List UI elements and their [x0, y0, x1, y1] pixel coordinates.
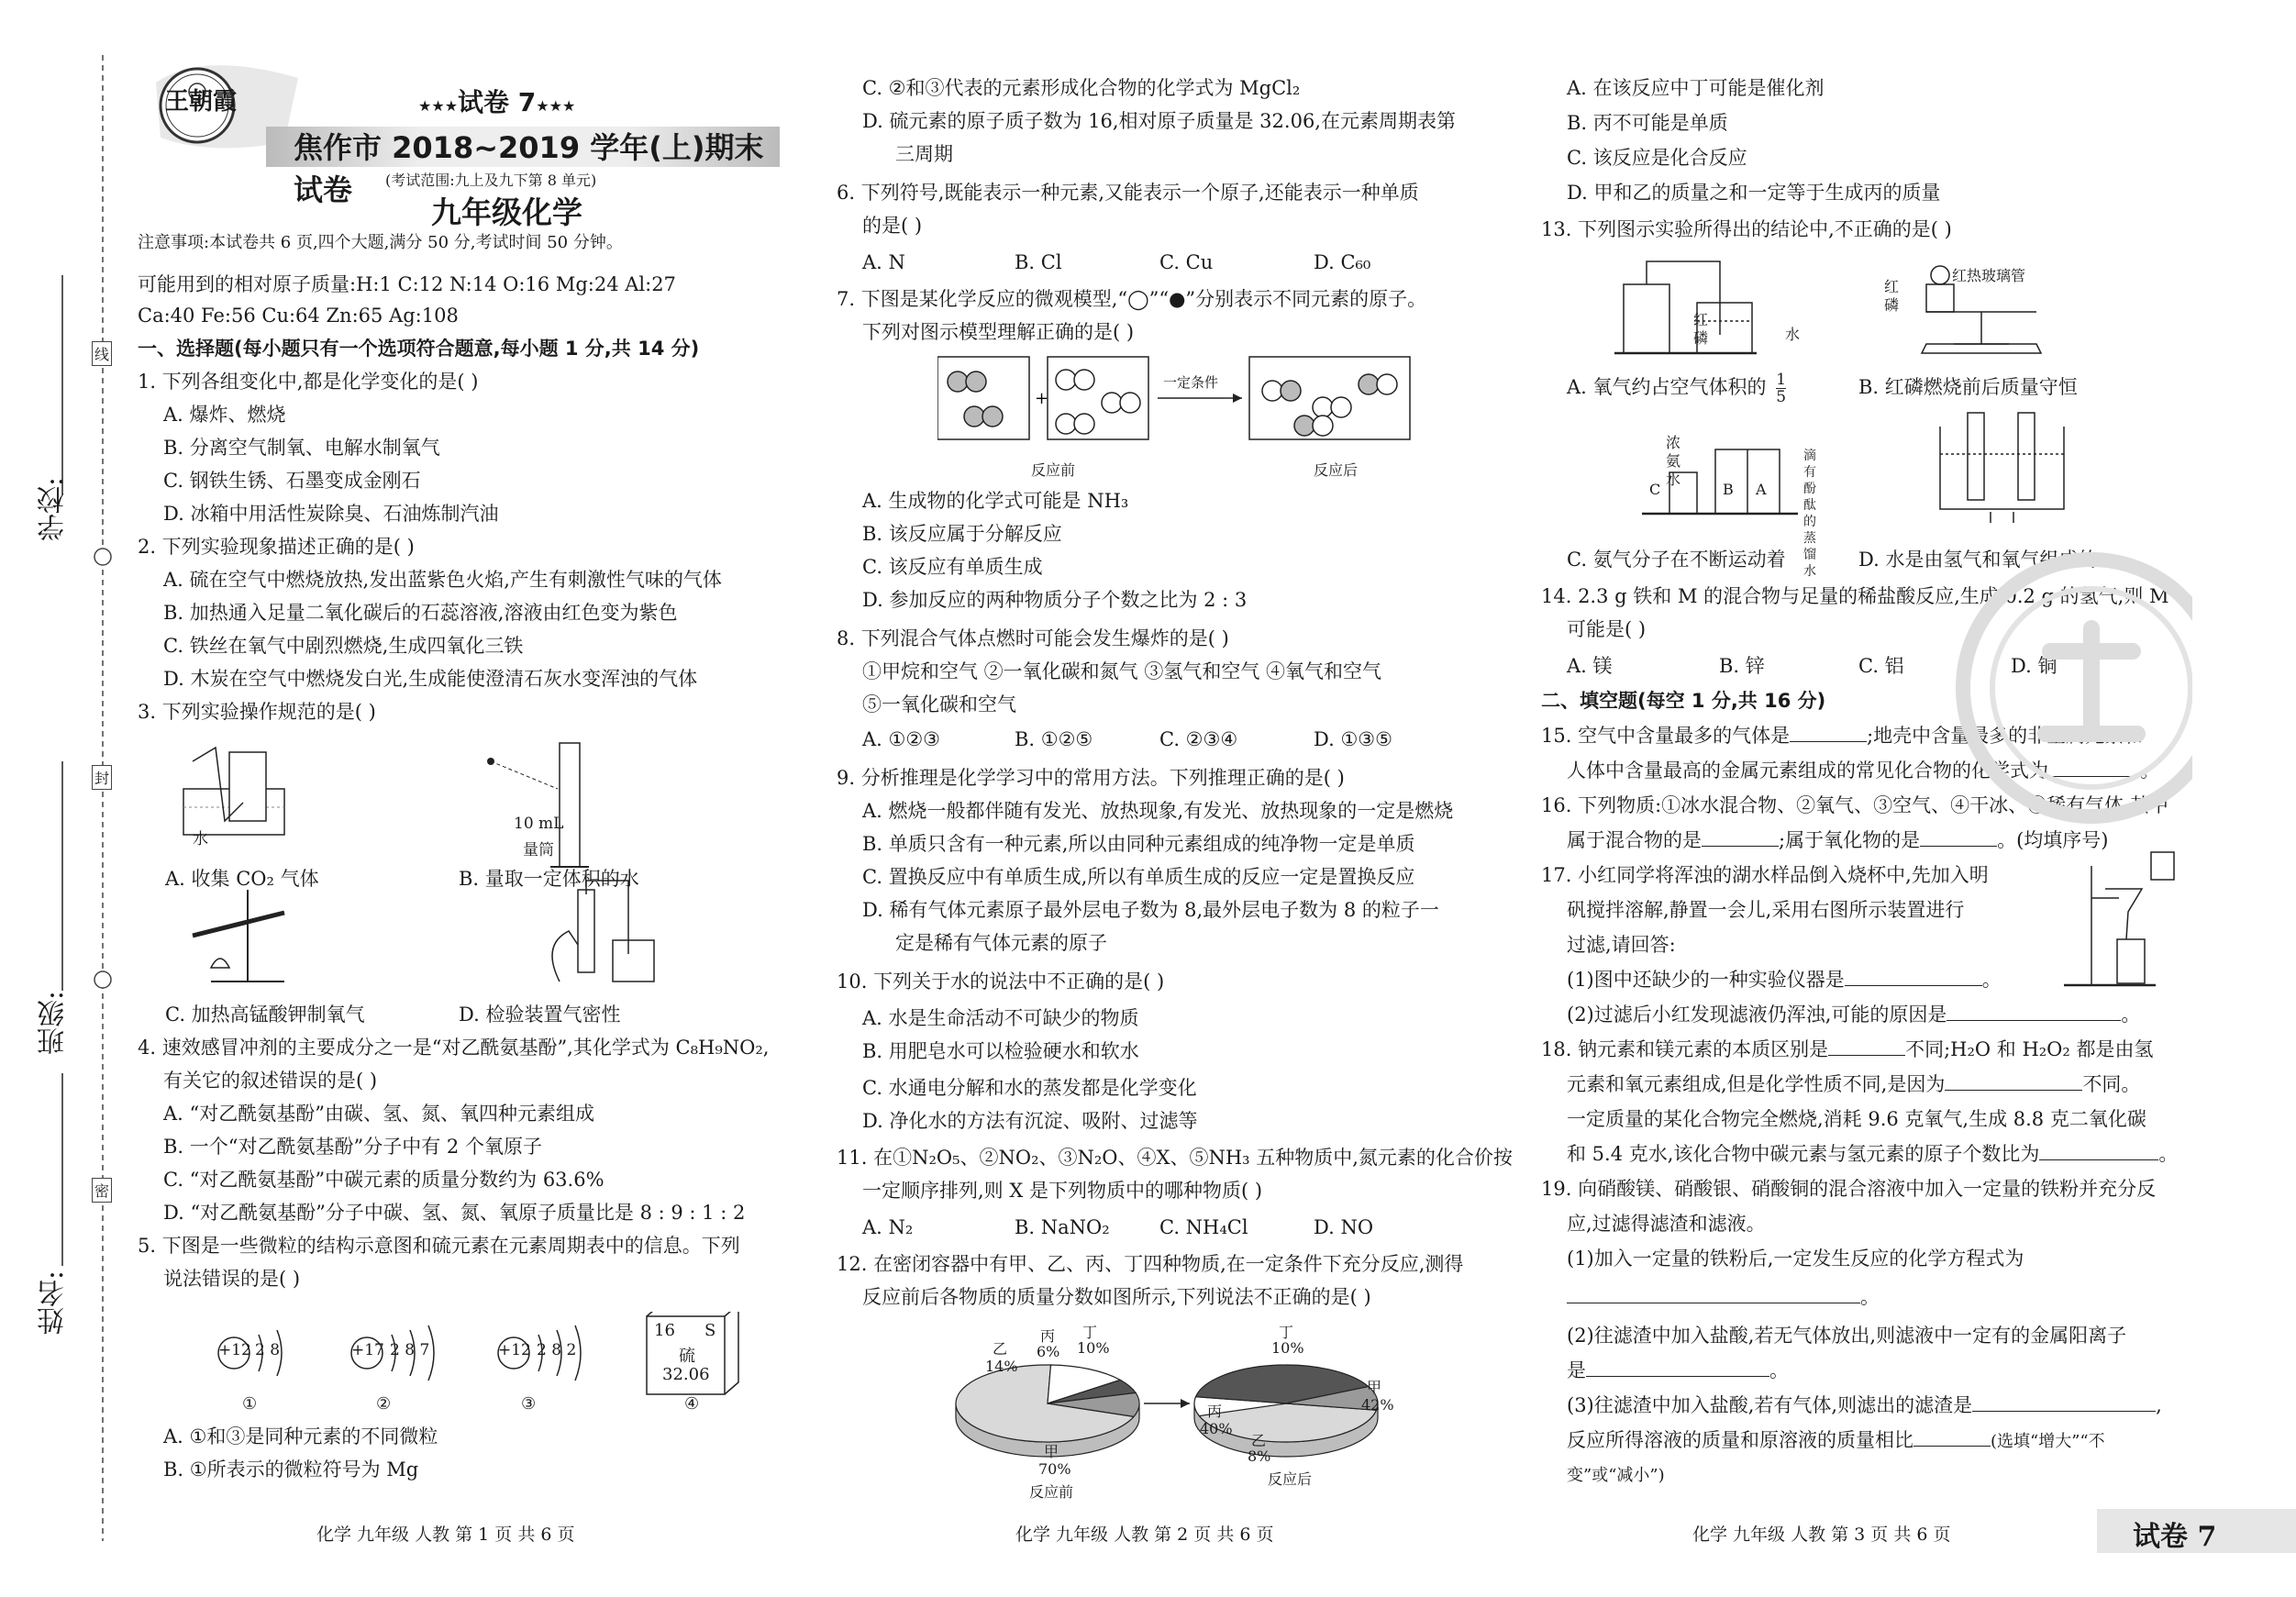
q4-option-b[interactable]: B. 一个“对乙酰氨基酚”分子中有 2 个氧原子 [163, 1136, 542, 1158]
before-bing-name: 丙 [1040, 1327, 1056, 1345]
after-label: 反应后 [1268, 1470, 1313, 1488]
exam-title: 焦作市 2018~2019 学年(上)期末试卷 [294, 130, 764, 207]
q19-sub-3-line-3: 变”或“减小”) [1567, 1466, 1665, 1485]
q6-option-a[interactable]: A. N [862, 251, 905, 273]
q19-sub-1-answer: 。 [1567, 1281, 1880, 1314]
q12-stem: 12. 在密闭容器中有甲、乙、丙、丁四种物质,在一定条件下充分反应,测得 [837, 1253, 1464, 1275]
q6-stem-2: 的是( ) [862, 215, 923, 237]
brand-name: 王朝霞 [165, 88, 238, 116]
q2-option-d[interactable]: D. 木炭在空气中燃烧发白光,生成能使澄清石灰水变浑浊的气体 [163, 668, 698, 690]
q5-sulfur-mass: 32.06 [662, 1365, 710, 1384]
margin-dense-mark: 密 [92, 1178, 112, 1203]
q13-stem: 13. 下列图示实验所得出的结论中,不正确的是( ) [1541, 218, 1952, 240]
q10-stem: 10. 下列关于水的说法中不正确的是( ) [837, 970, 1165, 993]
after-jia-name: 甲 [1367, 1379, 1382, 1396]
q5-sulfur-name: 硫 [679, 1347, 695, 1366]
q11-option-a[interactable]: A. N₂ [862, 1216, 914, 1238]
q13-shui-label: 水 [1666, 471, 1681, 488]
q5-stem: 5. 下图是一些微粒的结构示意图和硫元素在元素周期表中的信息。下列 [138, 1235, 740, 1257]
atomic-masses-2: Ca:40 Fe:56 Cu:64 Zn:65 Ag:108 [138, 305, 459, 327]
q19-sub-2: (2)往滤渣中加入盐酸,若无气体放出,则滤液中一定有的金属阳离子 [1567, 1325, 2127, 1347]
q7-stem-2: 下列对图示模型理解正确的是( ) [862, 321, 1135, 343]
q3-stem: 3. 下列实验操作规范的是( ) [138, 701, 376, 723]
before-yi-name: 乙 [993, 1340, 1008, 1358]
q13-glass-tube-label: 红热玻璃管 [1952, 267, 2026, 284]
q7-option-b[interactable]: B. 该反应属于分解反应 [862, 523, 1062, 545]
q5-atom-2-electrons: 2 8 7 [390, 1341, 430, 1359]
q1-option-b[interactable]: B. 分离空气制氧、电解水制氧气 [163, 437, 440, 459]
q5-option-b[interactable]: B. ①所表示的微粒符号为 Mg [163, 1458, 419, 1481]
notice: 注意事项:本试卷共 6 页,四个大题,满分 50 分,考试时间 50 分钟。 [138, 233, 623, 252]
q13-label-a: A [1756, 481, 1767, 498]
before-jia-name: 甲 [1044, 1443, 1059, 1460]
q13-option-d[interactable]: D. 水是由氢气和氧气组成的 [1858, 549, 2098, 571]
q12-option-c[interactable]: C. 该反应是化合反应 [1567, 147, 1747, 169]
after-jia-value: 42% [1361, 1396, 1394, 1414]
q3-option-c[interactable]: C. 加热高锰酸钾制氧气 [165, 1004, 365, 1026]
q13-option-a: A. 氧气约占空气体积的 $\frac{1}{5}$ [1567, 371, 1787, 406]
q4-option-c[interactable]: C. “对乙酰氨基酚”中碳元素的质量分数约为 63.6% [163, 1169, 605, 1191]
q18-blank-2[interactable] [1945, 1090, 2082, 1091]
q2-option-a[interactable]: A. 硫在空气中燃烧放热,发出蓝紫色火焰,产生有刺激性气味的气体 [163, 569, 722, 591]
q19-sub-1: (1)加入一定量的铁粉后,一定发生反应的化学方程式为 [1567, 1248, 2024, 1270]
q9-option-b[interactable]: B. 单质只含有一种元素,所以由同种元素组成的纯净物一定是单质 [862, 833, 1415, 855]
before-label: 反应前 [1029, 1483, 1074, 1501]
q8-option-a[interactable]: A. ①②③ [862, 728, 940, 750]
q18-blank-1[interactable] [1828, 1055, 1905, 1056]
q14-option-d[interactable]: D. 铜 [2011, 655, 2058, 677]
q11-option-d[interactable]: D. NO [1314, 1216, 1374, 1238]
q5-label-1: ① [242, 1394, 258, 1414]
q12-option-d[interactable]: D. 甲和乙的质量之和一定等于生成丙的质量 [1567, 182, 1941, 204]
q17-sub-2: (2)过滤后小红发现滤液仍浑浊,可能的原因是 。 [1567, 1004, 2141, 1026]
q5-label-3: ③ [521, 1394, 537, 1414]
q4-stem-2: 有关它的叙述错误的是( ) [163, 1070, 378, 1092]
q5-sulfur-number: 16 [654, 1321, 675, 1340]
paper-number: ★★★试卷 7★★★ [418, 87, 576, 117]
before-bing-value: 6% [1037, 1343, 1060, 1360]
q5-option-a[interactable]: A. ①和③是同种元素的不同微粒 [163, 1425, 438, 1447]
q17-filtration-apparatus [2055, 848, 2183, 994]
q1-option-a[interactable]: A. 爆炸、燃烧 [163, 404, 286, 426]
q9-option-d[interactable]: D. 稀有气体元素原子最外层电子数为 8,最外层电子数为 8 的粒子一 [862, 899, 1439, 921]
q16-line-2: 属于混合物的是 ;属于氧化物的是 。(均填序号) [1567, 829, 2109, 851]
margin-seal-mark: 封 [92, 765, 112, 790]
after-bing-value: 40% [1200, 1420, 1233, 1437]
q5-atom-3-nucleus: +12 [498, 1341, 531, 1359]
q8-option-c[interactable]: C. ②③④ [1159, 728, 1238, 750]
before-ding-name: 丁 [1082, 1324, 1098, 1341]
q5-atom-3-electrons: 2 8 2 [537, 1341, 577, 1359]
name-label: 姓名: [38, 1270, 70, 1336]
q3-option-d[interactable]: D. 检验装置气密性 [459, 1004, 621, 1026]
footer-page-1: 化学 九年级 人教 第 1 页 共 6 页 [316, 1525, 575, 1545]
q16-blank-2[interactable] [1920, 846, 1997, 847]
exam-scope: (考试范围:九上及九下第 8 单元) [385, 172, 597, 189]
q10-option-b[interactable]: B. 用肥皂水可以检验硬水和软水 [862, 1040, 1139, 1062]
q10-option-c[interactable]: C. 水通电分解和水的蒸发都是化学变化 [862, 1077, 1197, 1099]
margin-lines [0, 0, 128, 1597]
q13-option-c[interactable]: C. 氨气分子在不断运动着 [1567, 549, 1786, 571]
q1-option-d[interactable]: D. 冰箱中用活性炭除臭、石油炼制汽油 [163, 503, 499, 525]
q4-option-a[interactable]: A. “对乙酰氨基酚”由碳、氢、氮、氧四种元素组成 [163, 1103, 594, 1125]
q17-blank-1[interactable] [1845, 985, 1982, 986]
q7-stem: 7. 下图是某化学反应的微观模型,“◯”“●”分别表示不同元素的原子。 [837, 288, 1427, 310]
q19-sub-3-line-2: 反应所得溶液的质量和原溶液的质量相比 (选填“增大”“不 [1567, 1429, 2105, 1451]
q7-molecule-model [937, 352, 1414, 453]
q13-label-b: B [1723, 481, 1734, 498]
q6-option-d[interactable]: D. C₆₀ [1314, 251, 1371, 273]
q5-label-4: ④ [684, 1394, 700, 1414]
q19-blank-2[interactable] [1586, 1376, 1769, 1377]
q1-stem: 1. 下列各组变化中,都是化学变化的是( ) [138, 371, 479, 393]
before-jia-value: 70% [1038, 1460, 1071, 1478]
q5-atom-1-nucleus: +12 [218, 1341, 251, 1359]
q9-option-d-2: 定是稀有气体元素的原子 [895, 932, 1107, 954]
q11-stem-2: 一定顺序排列,则 X 是下列物质中的哪种物质( ) [862, 1180, 1263, 1202]
q13-hong-label-2: 红 [1884, 278, 1900, 295]
q15-line-1: 15. 空气中含量最多的气体是 ;地壳中含量最多的非金属元素和 [1541, 725, 2144, 747]
q7-option-c[interactable]: C. 该反应有单质生成 [862, 556, 1043, 578]
q3-cylinder-label: 10 mL [514, 815, 564, 833]
school-label: 学校: [38, 477, 70, 542]
q19-sub-2-answer: 是 。 [1567, 1359, 1789, 1381]
q2-stem: 2. 下列实验现象描述正确的是( ) [138, 536, 415, 558]
q5-label-2: ② [376, 1394, 392, 1414]
q18-line-1: 18. 钠元素和镁元素的本质区别是 不同;H₂O 和 H₂O₂ 都是由氢 [1541, 1038, 2154, 1060]
q17-blank-2[interactable] [1947, 1020, 2121, 1021]
q3-water-label: 水 [193, 830, 208, 848]
after-ding-value: 10% [1271, 1339, 1304, 1357]
q11-option-b[interactable]: B. NaNO₂ [1015, 1216, 1110, 1238]
q9-option-a[interactable]: A. 燃烧一般都伴随有发光、放热现象,有发光、放热现象的一定是燃烧 [862, 800, 1454, 822]
q6-stem: 6. 下列符号,既能表示一种元素,又能表示一个原子,还能表示一种单质 [837, 182, 1419, 204]
q3-option-a[interactable]: A. 收集 CO₂ 气体 [165, 868, 319, 890]
q16-line-1: 16. 下列物质:①冰水混合物、②氧气、③空气、④干冰、⑤稀有气体,其中 [1541, 794, 2168, 816]
q18-line-2: 元素和氧元素组成,但是化学性质不同,是因为 不同。 [1567, 1073, 2141, 1095]
q8-stem: 8. 下列混合气体点燃时可能会发生爆炸的是( ) [837, 627, 1229, 649]
q5-atom-2-nucleus: +17 [351, 1341, 384, 1359]
class-label: 班级: [38, 991, 70, 1056]
q13-label-c: C [1649, 481, 1661, 498]
q4-stem: 4. 速效感冒冲剂的主要成分之一是“对乙酰氨基酚”,其化学式为 C₈H₉NO₂, [138, 1037, 770, 1059]
after-yi-value: 8% [1248, 1447, 1271, 1465]
q10-option-a[interactable]: A. 水是生命活动不可缺少的物质 [862, 1007, 1139, 1029]
q9-stem: 9. 分析推理是化学学习中的常用方法。下列推理正确的是( ) [837, 767, 1345, 789]
q17-sub-1: (1)图中还缺少的一种实验仪器是 。 [1567, 969, 2002, 991]
q17-line-1: 17. 小红同学将浑浊的湖水样品倒入烧杯中,先加入明 [1541, 864, 1989, 886]
section-1-title: 一、选择题(每小题只有一个选项符合题意,每小题 1 分,共 14 分) [138, 338, 700, 360]
after-ding-name: 丁 [1279, 1324, 1294, 1341]
q8-option-d[interactable]: D. ①③⑤ [1314, 728, 1392, 750]
q10-option-d[interactable]: D. 净化水的方法有沉淀、吸附、过滤等 [862, 1110, 1198, 1132]
q12-option-a[interactable]: A. 在该反应中丁可能是催化剂 [1567, 77, 1825, 99]
q14-option-c[interactable]: C. 铝 [1858, 655, 1904, 677]
q7-before-label: 反应前 [1031, 461, 1076, 479]
q13-lin-label: 磷 [1693, 329, 1709, 347]
q17-line-3: 过滤,请回答: [1567, 934, 1676, 956]
section-2-title: 二、填空题(每空 1 分,共 16 分) [1541, 690, 1826, 712]
before-yi-value: 14% [985, 1358, 1018, 1375]
q1-option-c[interactable]: C. 钢铁生锈、石墨变成金刚石 [163, 470, 421, 492]
after-yi-name: 乙 [1251, 1432, 1267, 1449]
q18-blank-3[interactable] [2039, 1159, 2158, 1160]
q14-stem: 14. 2.3 g 铁和 M 的混合物与足量的稀盐酸反应,生成 0.2 g 的氢气,则 M [1541, 585, 2169, 607]
q13-hong-label: 红 [1693, 311, 1709, 328]
q2-option-c[interactable]: C. 铁丝在氧气中剧烈燃烧,生成四氧化三铁 [163, 635, 524, 657]
q15-line-2: 人体中含量最高的金属元素组成的常见化合物的化学式为 。 [1567, 760, 2159, 782]
dense-seal-watermark [1954, 550, 2192, 826]
q5-sulfur-symbol: S [704, 1321, 716, 1340]
q3-option-b[interactable]: B. 量取一定体积的水 [459, 868, 639, 890]
q14-option-b[interactable]: B. 锌 [1719, 655, 1765, 677]
q6-option-b[interactable]: B. Cl [1015, 251, 1062, 273]
q5-option-c[interactable]: C. ②和③代表的元素形成化合物的化学式为 MgCl₂ [862, 77, 1301, 99]
exam-subject: 九年级化学 [431, 194, 582, 230]
q5-option-d[interactable]: D. 硫元素的原子质子数为 16,相对原子质量是 32.06,在元素周期表第 [862, 110, 1456, 132]
q14-stem-2: 可能是( ) [1567, 618, 1647, 640]
q2-option-b[interactable]: B. 加热通入足量二氧化碳后的石蕊溶液,溶液由红色变为紫色 [163, 602, 678, 624]
q13-an-label: 氨 [1666, 452, 1681, 470]
q7-after-label: 反应后 [1314, 461, 1359, 479]
q15-blank-1[interactable] [1790, 741, 1867, 742]
q8-option-b[interactable]: B. ①②⑤ [1015, 728, 1093, 750]
q19-blank-4[interactable] [1913, 1446, 1991, 1447]
footer-page-2: 化学 九年级 人教 第 2 页 共 6 页 [1015, 1525, 1274, 1545]
q7-option-d[interactable]: D. 参加反应的两种物质分子个数之比为 2 : 3 [862, 589, 1248, 611]
q18-line-3: 一定质量的某化合物完全燃烧,消耗 9.6 克氧气,生成 8.8 克二氧化碳 [1567, 1108, 2146, 1130]
margin-line-mark: 线 [92, 341, 112, 366]
paper-tag: 试卷 7 [2133, 1521, 2217, 1553]
q11-stem: 11. 在①N₂O₅、②NO₂、③N₂O、④X、⑤NH₃ 五种物质中,氮元素的化合价按 [837, 1147, 1513, 1169]
q5-option-d-2: 三周期 [895, 143, 953, 165]
after-bing-name: 丙 [1207, 1403, 1223, 1420]
q6-option-c[interactable]: C. Cu [1159, 251, 1214, 273]
q19-blank-3[interactable] [1972, 1411, 2156, 1412]
svg-text:+: + [1035, 389, 1049, 408]
q7-condition-label: 一定条件 [1163, 374, 1219, 391]
q16-blank-1[interactable] [1702, 846, 1779, 847]
q14-option-a[interactable]: A. 镁 [1567, 655, 1613, 677]
q9-option-c[interactable]: C. 置换反应中有单质生成,所以有单质生成的反应一定是置换反应 [862, 866, 1415, 888]
q13-option-b[interactable]: B. 红磷燃烧前后质量守恒 [1858, 376, 2078, 398]
q13-nong-label: 浓 [1666, 434, 1681, 451]
q7-option-a[interactable]: A. 生成物的化学式可能是 NH₃ [862, 490, 1129, 512]
q13-water-label: 水 [1785, 326, 1801, 343]
q11-option-c[interactable]: C. NH₄Cl [1159, 1216, 1248, 1238]
q8-choices: ①甲烷和空气 ②一氧化碳和氮气 ③氢气和空气 ④氧气和空气 [862, 660, 1382, 682]
q5-stem-2: 说法错误的是( ) [163, 1268, 301, 1290]
q4-option-d[interactable]: D. “对乙酰氨基酚”分子中碳、氢、氮、氧原子质量比是 8 : 9 : 1 : 2 [163, 1202, 746, 1224]
q19-line-1: 19. 向硝酸镁、硝酸银、硝酸铜的混合溶液中加入一定量的铁粉并充分反 [1541, 1178, 2157, 1200]
q5-atom-1-electrons: 2 8 [255, 1341, 281, 1359]
q13-drop-label: 滴有酚酞的蒸馏水 [1803, 449, 1816, 579]
q12-option-b[interactable]: B. 丙不可能是单质 [1567, 112, 1728, 134]
q18-line-4: 和 5.4 克水,该化合物中碳元素与氢元素的原子个数比为 。 [1567, 1143, 2179, 1165]
q17-line-2: 矾搅拌溶解,静置一会儿,采用右图所示装置进行 [1567, 899, 1965, 921]
atomic-masses-1: 可能用到的相对原子质量:H:1 C:12 N:14 O:16 Mg:24 Al:27 [138, 273, 676, 295]
q8-choices-2: ⑤一氧化碳和空气 [862, 693, 1016, 715]
before-ding-value: 10% [1077, 1339, 1110, 1357]
q13-lin-label-2: 磷 [1884, 296, 1900, 314]
q19-sub-3: (3)往滤渣中加入盐酸,若有气体,则滤出的滤渣是 , [1567, 1394, 2162, 1416]
q3-cylinder-label-2: 量筒 [523, 841, 554, 859]
footer-page-3: 化学 九年级 人教 第 3 页 共 6 页 [1692, 1525, 1951, 1545]
q12-stem-2: 反应前后各物质的质量分数如图所示,下列说法不正确的是( ) [862, 1286, 1371, 1308]
q19-line-2: 应,过滤得滤渣和滤液。 [1567, 1213, 1766, 1235]
